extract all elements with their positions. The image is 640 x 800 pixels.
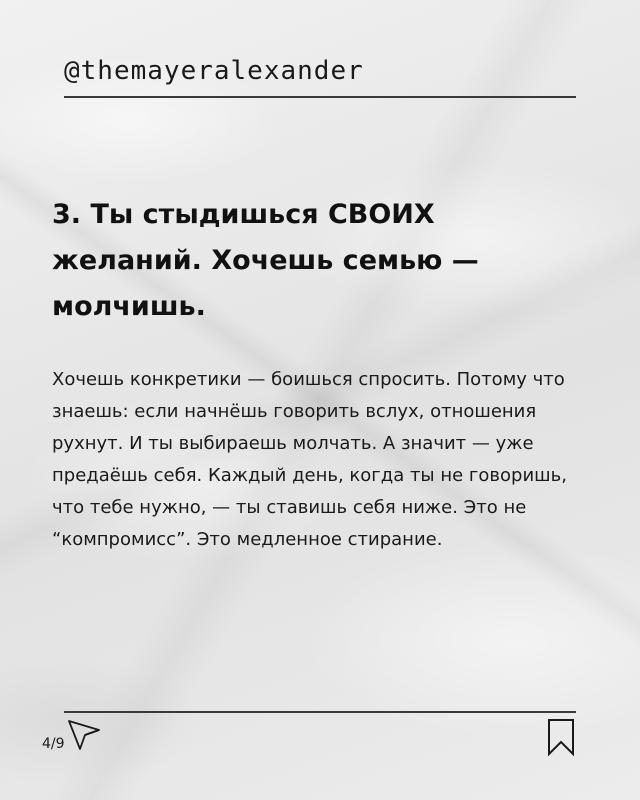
slide-heading: 3. Ты стыдишься СВОИХ желаний. Хочешь семью — молчишь.	[52, 199, 479, 322]
slide-body-text: Хочешь конкретики — боишься спросить. Потому что знаешь: если начнёшь говорить вслух, отношения рухнут. И ты выбираешь молчать. А значит — уже предаёшь себя. Каждый день, когда ты не говоришь, что тебе нужно, — ты ставишь себя ниже. Это не “компромисс”. Это медленное стирание.	[52, 369, 567, 550]
bottom-divider	[64, 711, 576, 713]
bookmark-icon[interactable]	[546, 718, 576, 756]
send-icon[interactable]	[66, 718, 102, 754]
top-divider	[64, 96, 576, 98]
author-handle: @themayeralexander	[64, 56, 364, 86]
page-counter: 4/9	[42, 736, 65, 752]
